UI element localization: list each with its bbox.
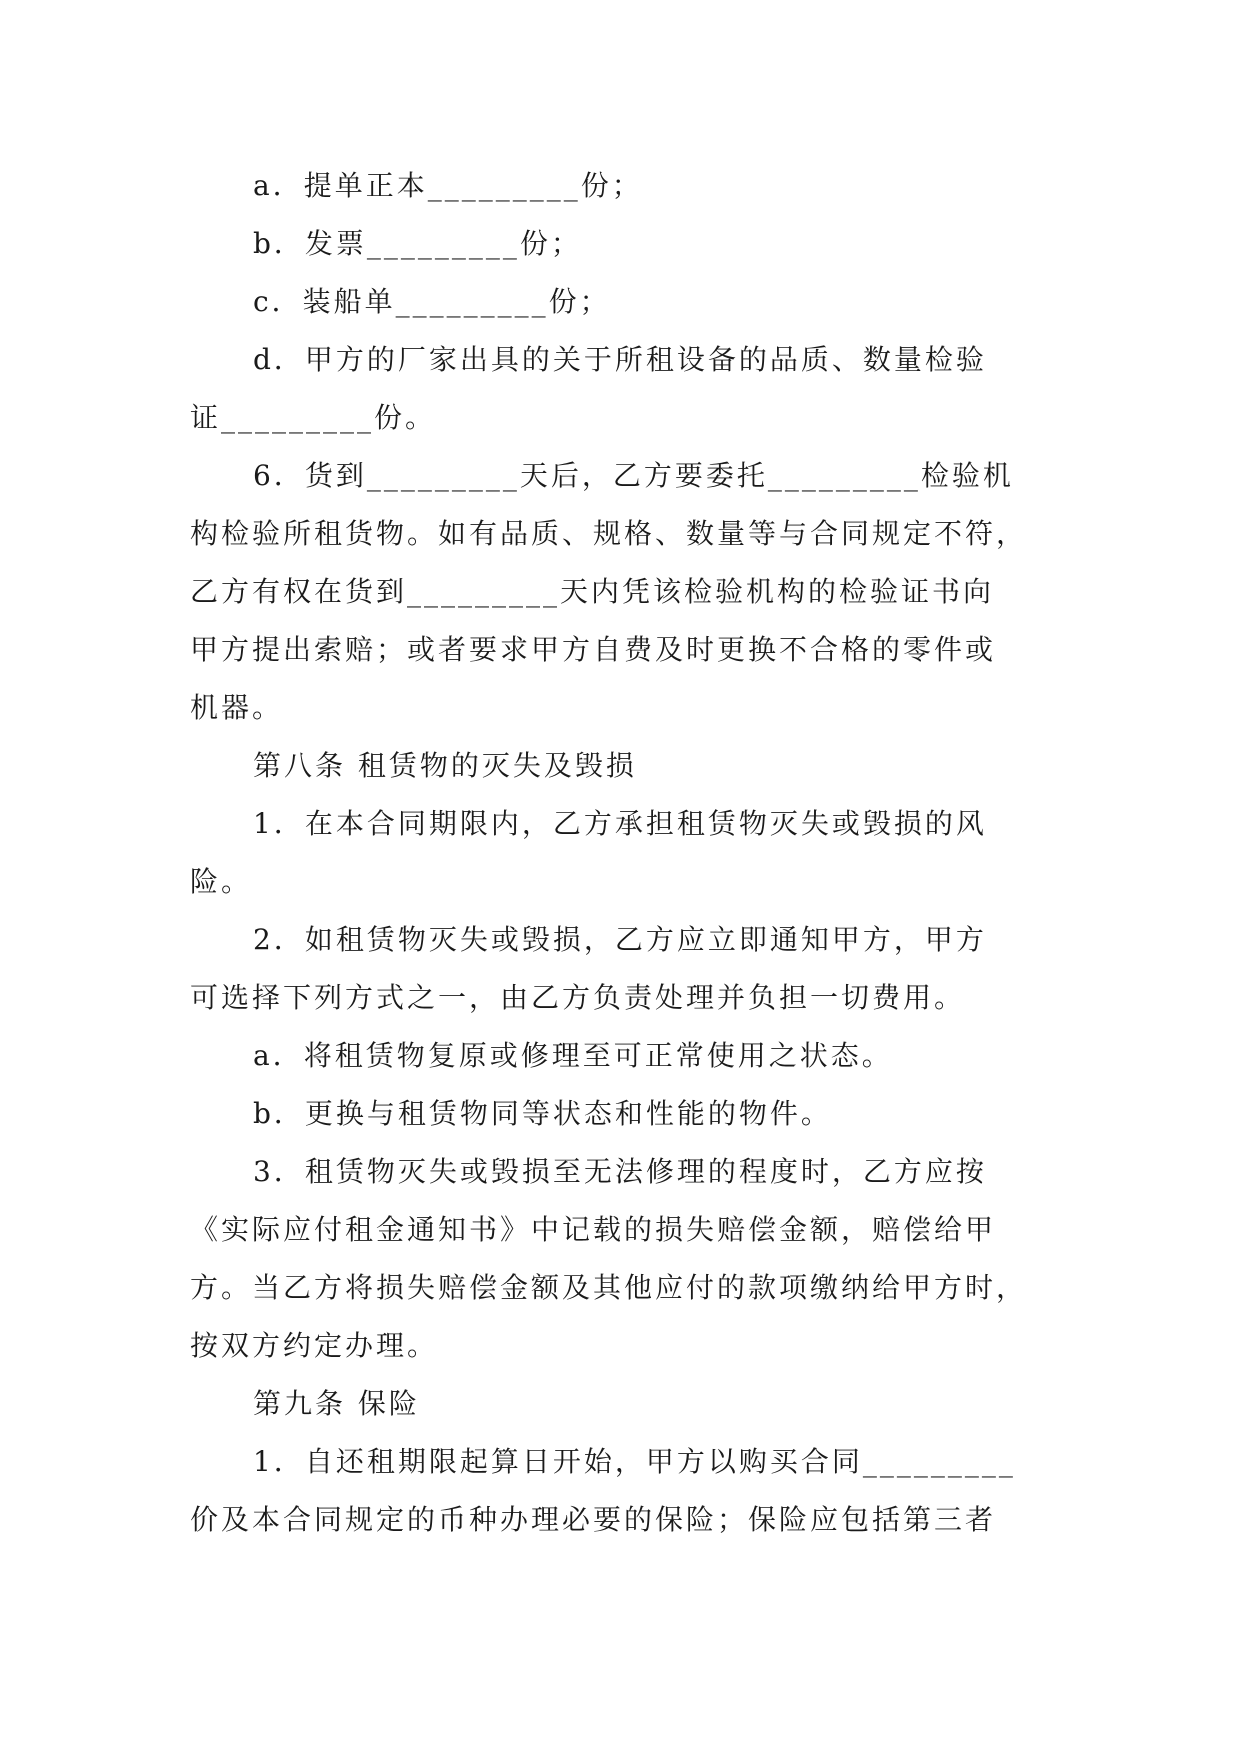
text-line-20: 方。当乙方将损失赔偿金额及其他应付的款项缴纳给甲方时，: [190, 1271, 1028, 1304]
text-line-10: 机器。: [190, 691, 284, 724]
text-line-3: c．装船单_________份；: [253, 285, 611, 318]
text-line-16: a．将租赁物复原或修理至可正常使用之状态。: [253, 1039, 893, 1072]
text-line-2: b．发票_________份；: [253, 227, 582, 260]
text-line-19: 《实际应付租金通知书》中记载的损失赔偿金额，赔偿给甲: [190, 1213, 997, 1246]
text-line-15: 可选择下列方式之一，由乙方负责处理并负担一切费用。: [190, 981, 966, 1014]
section-heading-9: 第九条 保险: [253, 1387, 420, 1420]
text-line-6: 6．货到_________天后，乙方要委托_________检验机: [253, 459, 1014, 492]
text-line-9: 甲方提出索赔；或者要求甲方自费及时更换不合格的零件或: [190, 633, 997, 666]
text-line-23: 1．自还租期限起算日开始，甲方以购买合同_________: [253, 1445, 1016, 1478]
text-line-1: a．提单正本_________份；: [253, 169, 643, 202]
text-line-8: 乙方有权在货到_________天内凭该检验机构的检验证书向: [190, 575, 995, 608]
text-line-14: 2．如租赁物灭失或毁损，乙方应立即通知甲方，甲方: [253, 923, 987, 956]
text-line-21: 按双方约定办理。: [190, 1329, 439, 1362]
section-heading-8: 第八条 租赁物的灭失及毁损: [253, 749, 637, 782]
text-line-17: b．更换与租赁物同等状态和性能的物件。: [253, 1097, 832, 1130]
text-line-24: 价及本合同规定的币种办理必要的保险；保险应包括第三者: [190, 1503, 997, 1536]
text-line-18: 3．租赁物灭失或毁损至无法修理的程度时，乙方应按: [253, 1155, 987, 1188]
text-line-13: 险。: [190, 865, 253, 898]
text-line-7: 构检验所租货物。如有品质、规格、数量等与合同规定不符，: [190, 517, 1028, 550]
text-line-5: 证_________份。: [190, 401, 437, 434]
text-line-12: 1．在本合同期限内，乙方承担租赁物灭失或毁损的风: [253, 807, 987, 840]
text-line-4: d．甲方的厂家出具的关于所租设备的品质、数量检验: [253, 343, 987, 376]
